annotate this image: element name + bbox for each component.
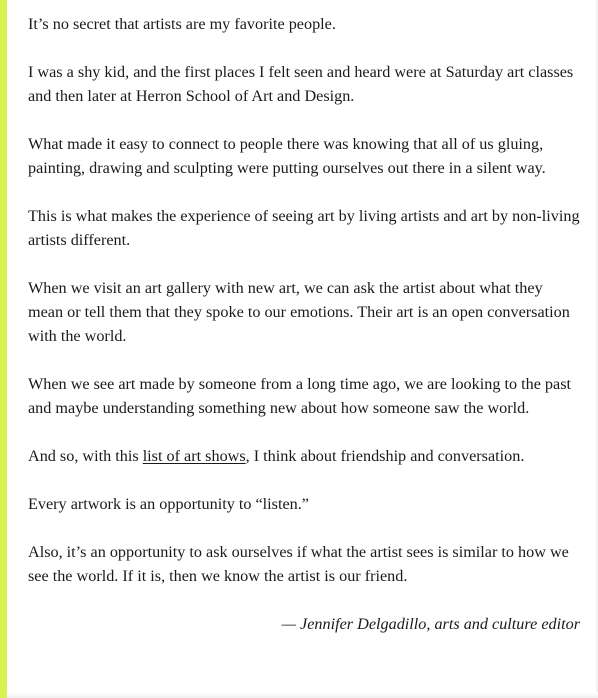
- paragraph-8: Every artwork is an opportunity to “listen.”: [28, 495, 309, 513]
- paragraph-7-before: And so, with this: [28, 447, 143, 465]
- article-body: [28, 12, 580, 660]
- art-shows-link[interactable]: list of art shows: [142, 447, 246, 465]
- paragraph-2: I was a shy kid, and the first places I felt seen and heard were at Saturday art classes and then later at Herron School of Art and Design.: [28, 63, 574, 105]
- paragraph-6: When we see art made by someone from a long time ago, we are looking to the past and maybe understanding something new about how someone saw the world.: [28, 375, 572, 417]
- paragraph-7-after: , I think about friendship and conversation.: [245, 447, 525, 465]
- paragraph-7: [28, 444, 580, 468]
- paragraph-9: Also, it’s an opportunity to ask ourselves if what the artist sees is similar to how we see the world. If it is, then we know the artist is our friend.: [28, 543, 569, 585]
- paragraph-3: What made it easy to connect to people there was knowing that all of us gluing, painting, drawing and sculpting were putting ourselves out there in a silent way.: [28, 135, 546, 177]
- bottom-edge-shadow: [7, 692, 598, 698]
- paragraph-1: It’s no secret that artists are my favorite people.: [28, 15, 336, 33]
- author-signature: — Jennifer Delgadillo, arts and culture editor: [281, 615, 580, 633]
- accent-bar: [0, 0, 7, 698]
- paragraph-4: This is what makes the experience of seeing art by living artists and art by non-living artists different.: [28, 207, 580, 249]
- paragraph-5: When we visit an art gallery with new art, we can ask the artist about what they mean or tell them that they spoke to our emotions. Their art is an open conversation with the world.: [28, 279, 570, 345]
